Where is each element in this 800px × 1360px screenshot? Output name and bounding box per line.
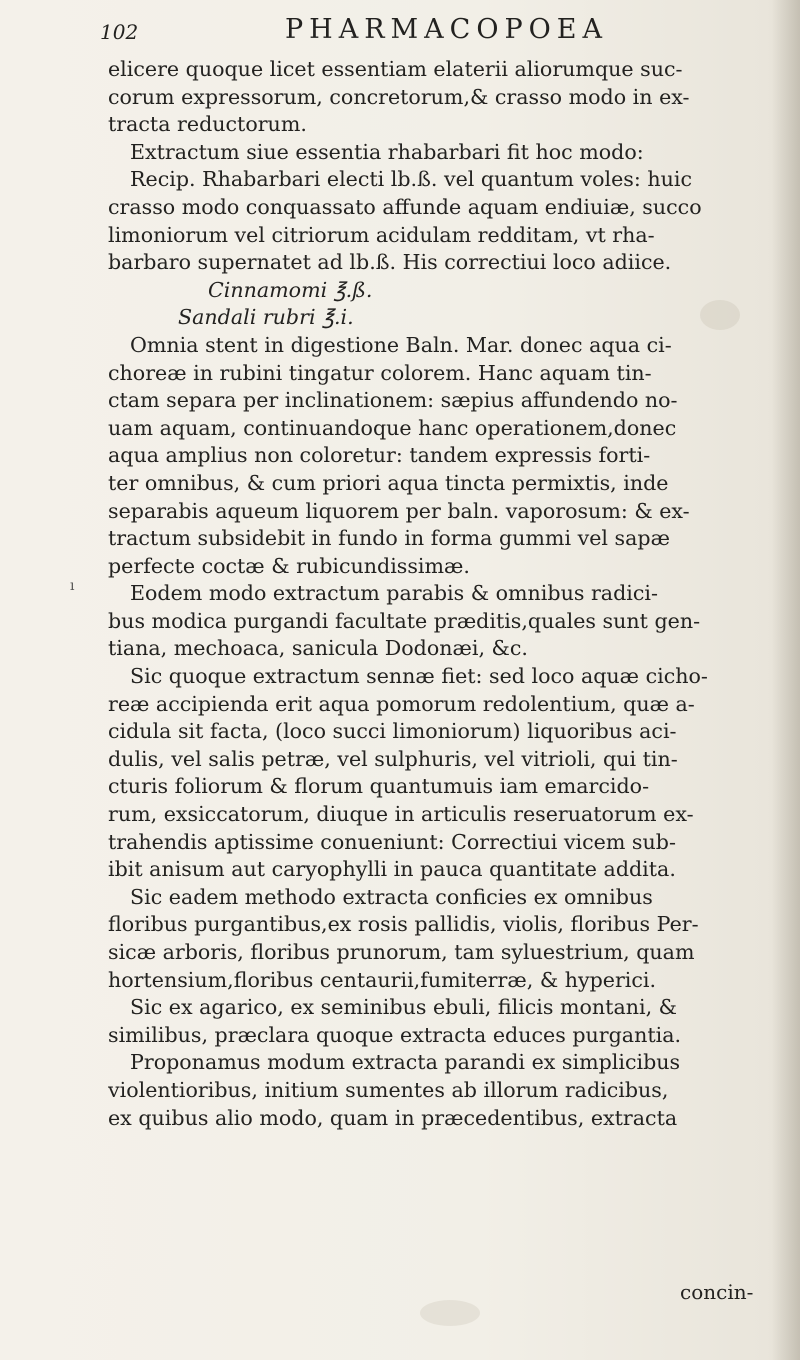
text-line: perfecte coctæ & rubicundissimæ. xyxy=(108,553,470,578)
text-line: dulis, vel salis petræ, vel sulphuris, vel vitrioli, qui tin- xyxy=(108,746,678,771)
text-line: reæ accipienda erit aqua pomorum redolentium, quæ a- xyxy=(108,691,695,716)
text-line: choreæ in rubini tingatur colorem. Hanc aquam tin- xyxy=(108,360,652,385)
text-line: ctam separa per inclinationem: sæpius affundendo no- xyxy=(108,388,678,413)
text-line: Sic ex agarico, ex seminibus ebuli, filicis montani, & xyxy=(130,995,678,1020)
text-line: Recip. Rhabarbari electi lb.ß. vel quantum voles: huic xyxy=(130,167,693,192)
running-head: PHARMACOPOEA xyxy=(285,14,608,45)
text-line: crasso modo conquassato affunde aquam endiuiæ, succo xyxy=(108,194,702,219)
text-line: Sic quoque extractum sennæ fiet: sed loco aquæ cicho- xyxy=(130,664,708,689)
text-line: uam aquam, continuandoque hanc operationem,donec xyxy=(108,415,677,440)
text-line: Cinnamomi ℥.ß. xyxy=(208,277,373,302)
text-line: ex quibus alio modo, quam in præcedentibus, extracta xyxy=(108,1105,678,1130)
paper-stain xyxy=(420,1300,480,1326)
text-line: separabis aqueum liquorem per baln. vaporosum: & ex- xyxy=(108,498,690,523)
text-line: Sandali rubri ℥.i. xyxy=(178,305,354,330)
text-line: corum expressorum, concretorum,& crasso modo in ex- xyxy=(108,84,690,109)
body-text xyxy=(108,56,778,1132)
text-line: cturis foliorum & florum quantumuis iam emarcido- xyxy=(108,774,650,799)
text-line: cidula sit facta, (loco succi limoniorum) liquoribus aci- xyxy=(108,719,677,744)
text-line: Sic eadem methodo extracta conficies ex omnibus xyxy=(130,884,653,909)
text-line: ibit anisum aut caryophylli in pauca quantitate addita. xyxy=(108,857,676,882)
catchword: concin- xyxy=(680,1280,754,1304)
page-header xyxy=(100,10,740,54)
text-line: tracta reductorum. xyxy=(108,112,307,137)
text-line: limoniorum vel citriorum acidulam redditam, vt rha- xyxy=(108,222,655,247)
text-line: tiana, mechoaca, sanicula Dodonæi, &c. xyxy=(108,636,528,661)
text-line: barbaro supernatet ad lb.ß. His correctiui loco adiice. xyxy=(108,250,672,275)
text-line: aqua amplius non coloretur: tandem expressis forti- xyxy=(108,443,651,468)
text-line: sicæ arboris, floribus prunorum, tam syluestrium, quam xyxy=(108,940,695,964)
text-line: elicere quoque licet essentiam elaterii aliorumque suc- xyxy=(108,57,683,81)
margin-mark: ı xyxy=(70,578,75,594)
text-line: tractum subsidebit in fundo in forma gummi vel sapæ xyxy=(108,526,670,551)
text-line: Proponamus modum extracta parandi ex simplicibus xyxy=(130,1050,681,1075)
text-line: Omnia stent in digestione Baln. Mar. donec aqua ci- xyxy=(130,332,672,357)
text-line: bus modica purgandi facultate præditis,quales sunt gen- xyxy=(108,608,701,633)
page-number: 102 xyxy=(100,20,139,44)
text-line: floribus purgantibus,ex rosis pallidis, violis, floribus Per- xyxy=(108,912,699,937)
text-line: Eodem modo extractum parabis & omnibus radici- xyxy=(130,581,658,606)
text-line: hortensium,floribus centaurii,fumiterræ, & hyperici. xyxy=(108,967,657,992)
text-line: Extractum siue essentia rhabarbari fit hoc modo: xyxy=(130,139,644,164)
text-line: similibus, præclara quoque extracta educes purgantia. xyxy=(108,1022,682,1047)
text-line: ter omnibus, & cum priori aqua tincta permixtis, inde xyxy=(108,470,669,495)
text-line: rum, exsiccatorum, diuque in articulis reseruatorum ex- xyxy=(108,802,694,827)
text-line: violentioribus, initium sumentes ab illorum radicibus, xyxy=(108,1077,669,1102)
text-line: trahendis aptissime conueniunt: Correctiui vicem sub- xyxy=(108,829,676,854)
